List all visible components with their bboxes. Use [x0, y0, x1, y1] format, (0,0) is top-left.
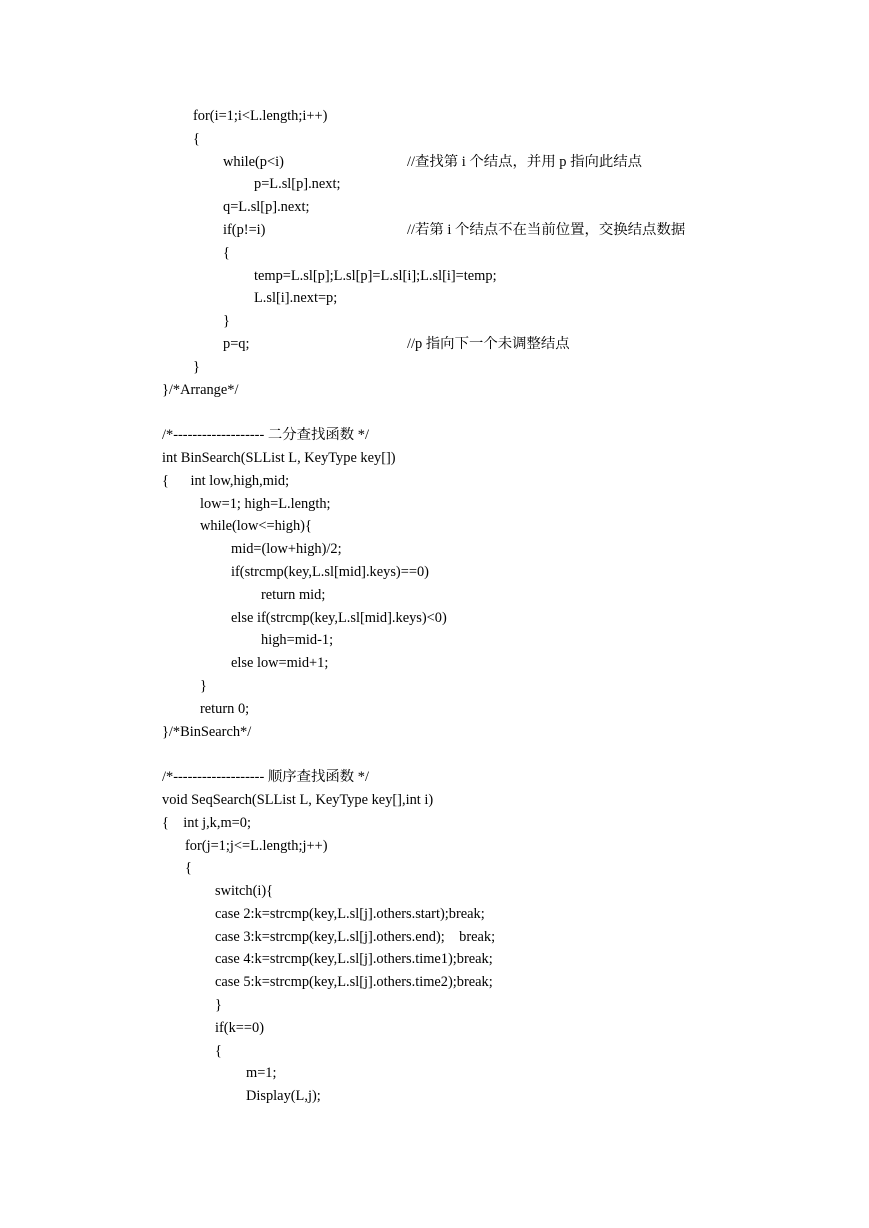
code-comment: //p 指向下一个未调整结点 [407, 335, 570, 352]
code-text: L.sl[i].next=p; [254, 290, 338, 307]
code-line [0, 812, 869, 835]
code-line [0, 493, 869, 516]
code-line [0, 584, 869, 607]
code-line [0, 447, 869, 470]
code-text: { int low,high,mid; [162, 472, 290, 489]
code-line [0, 105, 869, 128]
code-text: } [193, 358, 200, 375]
code-text: }/*Arrange*/ [162, 381, 239, 398]
code-line [0, 561, 869, 584]
code-line [0, 675, 869, 698]
code-text: } [215, 997, 222, 1014]
code-text: while(p<i) [223, 153, 284, 170]
code-text: case 3:k=strcmp(key,L.sl[j].others.end); break; [215, 928, 496, 945]
code-line [0, 948, 869, 971]
code-text: { [185, 860, 192, 877]
code-line [0, 903, 869, 926]
code-text: p=q; [223, 335, 250, 352]
code-text: } [200, 677, 207, 694]
code-text: m=1; [246, 1065, 277, 1082]
code-text: void SeqSearch(SLList L, KeyType key[],int i) [162, 791, 434, 808]
code-text: for(j=1;j<=L.length;j++) [185, 837, 328, 854]
code-text: return mid; [261, 586, 326, 603]
code-line [0, 515, 869, 538]
code-listing [0, 105, 869, 1108]
code-line [0, 287, 869, 310]
code-text: Display(L,j); [246, 1088, 321, 1105]
code-text: temp=L.sl[p];L.sl[p]=L.sl[i];L.sl[i]=temp; [254, 267, 497, 284]
code-line [0, 994, 869, 1017]
code-text: p=L.sl[p].next; [254, 176, 341, 193]
code-line [0, 857, 869, 880]
code-line [0, 1062, 869, 1085]
code-line [0, 265, 869, 288]
code-line [0, 698, 869, 721]
code-line [0, 424, 869, 447]
code-line [0, 629, 869, 652]
code-text: else low=mid+1; [231, 655, 329, 672]
code-line [0, 971, 869, 994]
code-text: { [193, 130, 200, 147]
code-line [0, 379, 869, 402]
code-line [0, 1040, 869, 1063]
code-text: { [215, 1042, 222, 1059]
code-line [0, 128, 869, 151]
code-text: while(low<=high){ [200, 518, 312, 535]
code-text: for(i=1;i<L.length;i++) [193, 108, 328, 124]
code-line [0, 766, 869, 789]
code-text: if(strcmp(key,L.sl[mid].keys)==0) [231, 563, 429, 580]
code-text: { [223, 244, 230, 261]
code-text: else if(strcmp(key,L.sl[mid].keys)<0) [231, 609, 447, 626]
code-line [0, 1085, 869, 1108]
code-text: int BinSearch(SLList L, KeyType key[]) [162, 449, 396, 466]
code-text: low=1; high=L.length; [200, 495, 331, 512]
code-line [0, 721, 869, 744]
code-line [0, 1017, 869, 1040]
code-text: high=mid-1; [261, 632, 334, 649]
code-comment: //若第 i 个结点不在当前位置，交换结点数据 [407, 221, 686, 238]
code-text: /*------------------- 二分查找函数 */ [162, 427, 369, 444]
code-text: case 2:k=strcmp(key,L.sl[j].others.start);break; [215, 905, 485, 922]
code-text: { int j,k,m=0; [162, 814, 251, 831]
code-line [0, 196, 869, 219]
code-text: switch(i){ [215, 883, 274, 900]
code-text: mid=(low+high)/2; [231, 541, 342, 558]
code-text: /*------------------- 顺序查找函数 */ [162, 769, 369, 786]
code-line [0, 652, 869, 675]
code-text: } [223, 313, 230, 330]
code-text: }/*BinSearch*/ [162, 723, 252, 740]
code-text: case 5:k=strcmp(key,L.sl[j].others.time2);break; [215, 974, 493, 991]
code-text: case 4:k=strcmp(key,L.sl[j].others.time1);break; [215, 951, 493, 968]
code-line [0, 151, 869, 174]
code-line [0, 743, 869, 766]
code-line [0, 219, 869, 242]
code-line [0, 470, 869, 493]
code-line [0, 242, 869, 265]
code-text: q=L.sl[p].next; [223, 199, 310, 216]
code-line [0, 333, 869, 356]
code-line [0, 356, 869, 379]
code-comment: //查找第 i 个结点，并用 p 指向此结点 [407, 153, 643, 170]
code-line [0, 835, 869, 858]
code-line [0, 789, 869, 812]
code-text: return 0; [200, 700, 250, 717]
code-text: if(k==0) [215, 1019, 264, 1036]
code-line [0, 401, 869, 424]
code-line [0, 538, 869, 561]
code-line [0, 310, 869, 333]
code-line [0, 926, 869, 949]
code-line [0, 607, 869, 630]
code-line [0, 880, 869, 903]
code-text: if(p!=i) [223, 221, 266, 238]
code-line [0, 173, 869, 196]
